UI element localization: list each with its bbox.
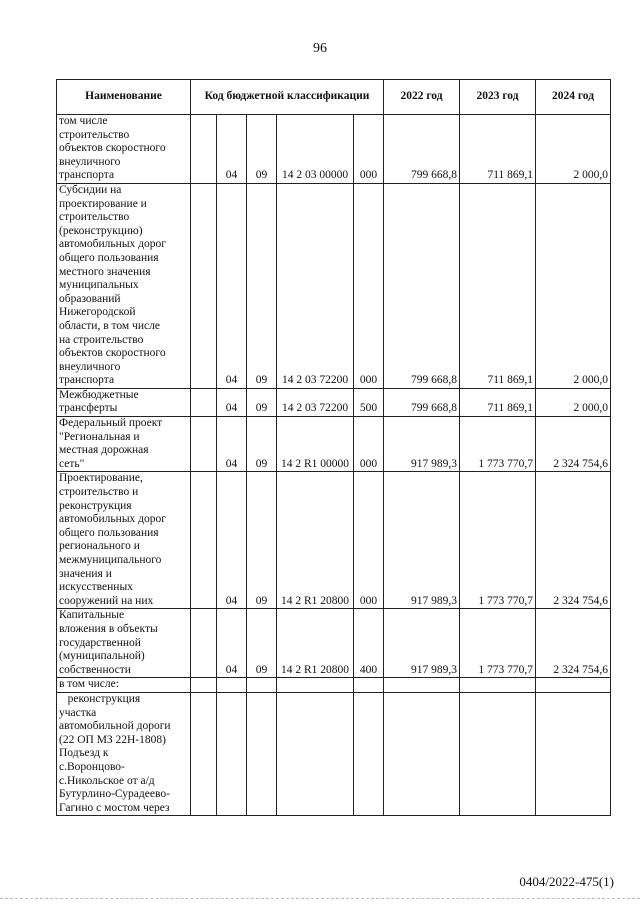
table-row [57, 417, 611, 472]
table-row [57, 115, 611, 184]
code-part-1 [191, 183, 217, 388]
table-row [57, 183, 611, 388]
row-name-line: на строительство [59, 333, 144, 346]
row-name-line: Бутурлино-Сурадеево- [59, 788, 170, 801]
value-2022 [384, 692, 460, 815]
row-name-line: с.Никольское от а/д [59, 774, 155, 787]
row-name [57, 388, 191, 416]
row-name-line: транспорта [59, 169, 115, 182]
code-target-article: 14 2 03 72200 [277, 183, 354, 388]
code-expense-type: 000 [354, 417, 384, 472]
value-2022: 799 668,8 [384, 115, 460, 184]
row-name-line: Капитальные [59, 609, 125, 622]
row-name [57, 678, 191, 693]
value-2023: 711 869,1 [460, 183, 536, 388]
code-part-1 [191, 115, 217, 184]
row-name-line: общего пользования [59, 251, 159, 264]
code-part-1 [191, 472, 217, 609]
code-subsection [247, 692, 277, 815]
code-expense-type [354, 678, 384, 693]
header-2023: 2023 год [460, 80, 536, 115]
row-name-line: трансферты [59, 402, 118, 415]
value-2022: 799 668,8 [384, 183, 460, 388]
header-code: Код бюджетной классификации [191, 80, 384, 115]
row-name [57, 417, 191, 472]
code-subsection: 09 [247, 417, 277, 472]
value-2024: 2 000,0 [536, 115, 611, 184]
code-expense-type: 000 [354, 472, 384, 609]
code-expense-type [354, 692, 384, 815]
code-target-article [277, 678, 354, 693]
row-name-line: общего пользования [59, 526, 159, 539]
code-section: 04 [217, 472, 247, 609]
row-name-line: области, в том числе [59, 319, 160, 332]
header-2024: 2024 год [536, 80, 611, 115]
code-target-article: 14 2 R1 20800 [277, 609, 354, 678]
row-name-line: Подъезд к [59, 747, 109, 760]
row-name-line: регионального и [59, 540, 140, 553]
row-name-line: реконструкция [59, 692, 141, 705]
row-name-line: внеуличного [59, 155, 121, 168]
row-name-line: строительство [59, 128, 130, 141]
code-section: 04 [217, 609, 247, 678]
row-name-line: том числе [59, 115, 108, 127]
value-2022 [384, 678, 460, 693]
budget-table [56, 79, 611, 816]
row-name-line: внеуличного [59, 360, 121, 373]
code-expense-type: 500 [354, 388, 384, 416]
value-2024: 2 324 754,6 [536, 609, 611, 678]
row-name-line: "Региональная и [59, 430, 140, 443]
document-number: 0404/2022-475(1) [519, 874, 614, 889]
code-target-article: 14 2 03 00000 [277, 115, 354, 184]
value-2024: 2 324 754,6 [536, 417, 611, 472]
code-expense-type: 000 [354, 183, 384, 388]
row-name-line: объектов скоростного [59, 347, 166, 360]
row-name-line: с.Воронцово- [59, 760, 125, 773]
value-2022: 799 668,8 [384, 388, 460, 416]
bottom-divider [0, 898, 640, 899]
code-target-article: 14 2 03 72200 [277, 388, 354, 416]
value-2023: 1 773 770,7 [460, 472, 536, 609]
value-2024 [536, 692, 611, 815]
page-number: 96 [313, 41, 327, 56]
value-2022: 917 989,3 [384, 417, 460, 472]
value-2023: 711 869,1 [460, 115, 536, 184]
row-name-line: реконструкция [59, 499, 132, 512]
code-section [217, 678, 247, 693]
code-section [217, 692, 247, 815]
row-name-line: в том числе: [59, 678, 119, 691]
row-name [57, 183, 191, 388]
row-name [57, 692, 191, 815]
row-name-line: автомобильных дорог [59, 513, 166, 526]
row-name-line: Гагино с мостом через [59, 801, 170, 814]
row-name-line: автомобильной дороги [59, 720, 171, 733]
row-name-line: сеть" [59, 457, 85, 470]
row-name-line: государственной [59, 636, 141, 649]
row-name-line: (муниципальной) [59, 650, 145, 663]
value-2024: 2 000,0 [536, 183, 611, 388]
row-name-line: местная дорожная [59, 444, 149, 457]
code-subsection: 09 [247, 388, 277, 416]
row-name-line: местного значения [59, 265, 151, 278]
value-2022: 917 989,3 [384, 609, 460, 678]
row-name-line: муниципальных [59, 279, 139, 292]
row-name-line: значения и [59, 567, 112, 580]
row-name-line: строительство [59, 211, 130, 224]
table-row [57, 609, 611, 678]
row-name-line: вложения в объекты [59, 622, 158, 635]
row-name-line: (реконструкцию) [59, 224, 143, 237]
code-section: 04 [217, 183, 247, 388]
value-2023: 1 773 770,7 [460, 417, 536, 472]
table-header-row [57, 80, 611, 115]
row-name-line: образований [59, 292, 121, 305]
code-subsection: 09 [247, 183, 277, 388]
code-expense-type: 000 [354, 115, 384, 184]
code-part-1 [191, 388, 217, 416]
table-row [57, 388, 611, 416]
code-target-article: 14 2 R1 00000 [277, 417, 354, 472]
row-name-line: проектирование и [59, 197, 147, 210]
value-2023: 1 773 770,7 [460, 609, 536, 678]
row-name [57, 472, 191, 609]
row-name-line: объектов скоростного [59, 142, 166, 155]
value-2023 [460, 678, 536, 693]
row-name-line: строительство и [59, 486, 139, 499]
row-name [57, 609, 191, 678]
value-2024 [536, 678, 611, 693]
code-expense-type: 400 [354, 609, 384, 678]
value-2022: 917 989,3 [384, 472, 460, 609]
row-name-line: транспорта [59, 374, 115, 387]
row-name-line: Субсидии на [59, 183, 122, 196]
row-name-line: Федеральный проект [59, 417, 163, 430]
code-part-1 [191, 678, 217, 693]
code-section: 04 [217, 388, 247, 416]
code-section: 04 [217, 417, 247, 472]
row-name-line: участка [59, 706, 97, 719]
row-name-line: Нижегородской [59, 306, 136, 319]
table-row [57, 472, 611, 609]
code-subsection: 09 [247, 609, 277, 678]
row-name-line: сооружений на них [59, 594, 154, 607]
row-name-line: Межбюджетные [59, 388, 139, 401]
code-subsection: 09 [247, 115, 277, 184]
code-part-1 [191, 692, 217, 815]
table-row [57, 678, 611, 693]
row-name [57, 115, 191, 184]
header-2022: 2022 год [384, 80, 460, 115]
value-2024: 2 324 754,6 [536, 472, 611, 609]
row-name-line: искусственных [59, 581, 133, 594]
table-row [57, 692, 611, 815]
row-name-line: межмуниципального [59, 554, 162, 566]
code-part-1 [191, 609, 217, 678]
row-name-line: Проектирование, [59, 472, 143, 485]
row-name-line: автомобильных дорог [59, 238, 166, 251]
header-name: Наименование [57, 80, 191, 115]
row-name-line: собственности [59, 663, 131, 676]
code-target-article [277, 692, 354, 815]
code-section: 04 [217, 115, 247, 184]
value-2023: 711 869,1 [460, 388, 536, 416]
code-subsection: 09 [247, 472, 277, 609]
code-target-article: 14 2 R1 20800 [277, 472, 354, 609]
row-name-line: (22 ОП МЗ 22Н-1808) [59, 733, 167, 746]
table-body [57, 115, 611, 816]
value-2024: 2 000,0 [536, 388, 611, 416]
value-2023 [460, 692, 536, 815]
code-subsection [247, 678, 277, 693]
code-part-1 [191, 417, 217, 472]
